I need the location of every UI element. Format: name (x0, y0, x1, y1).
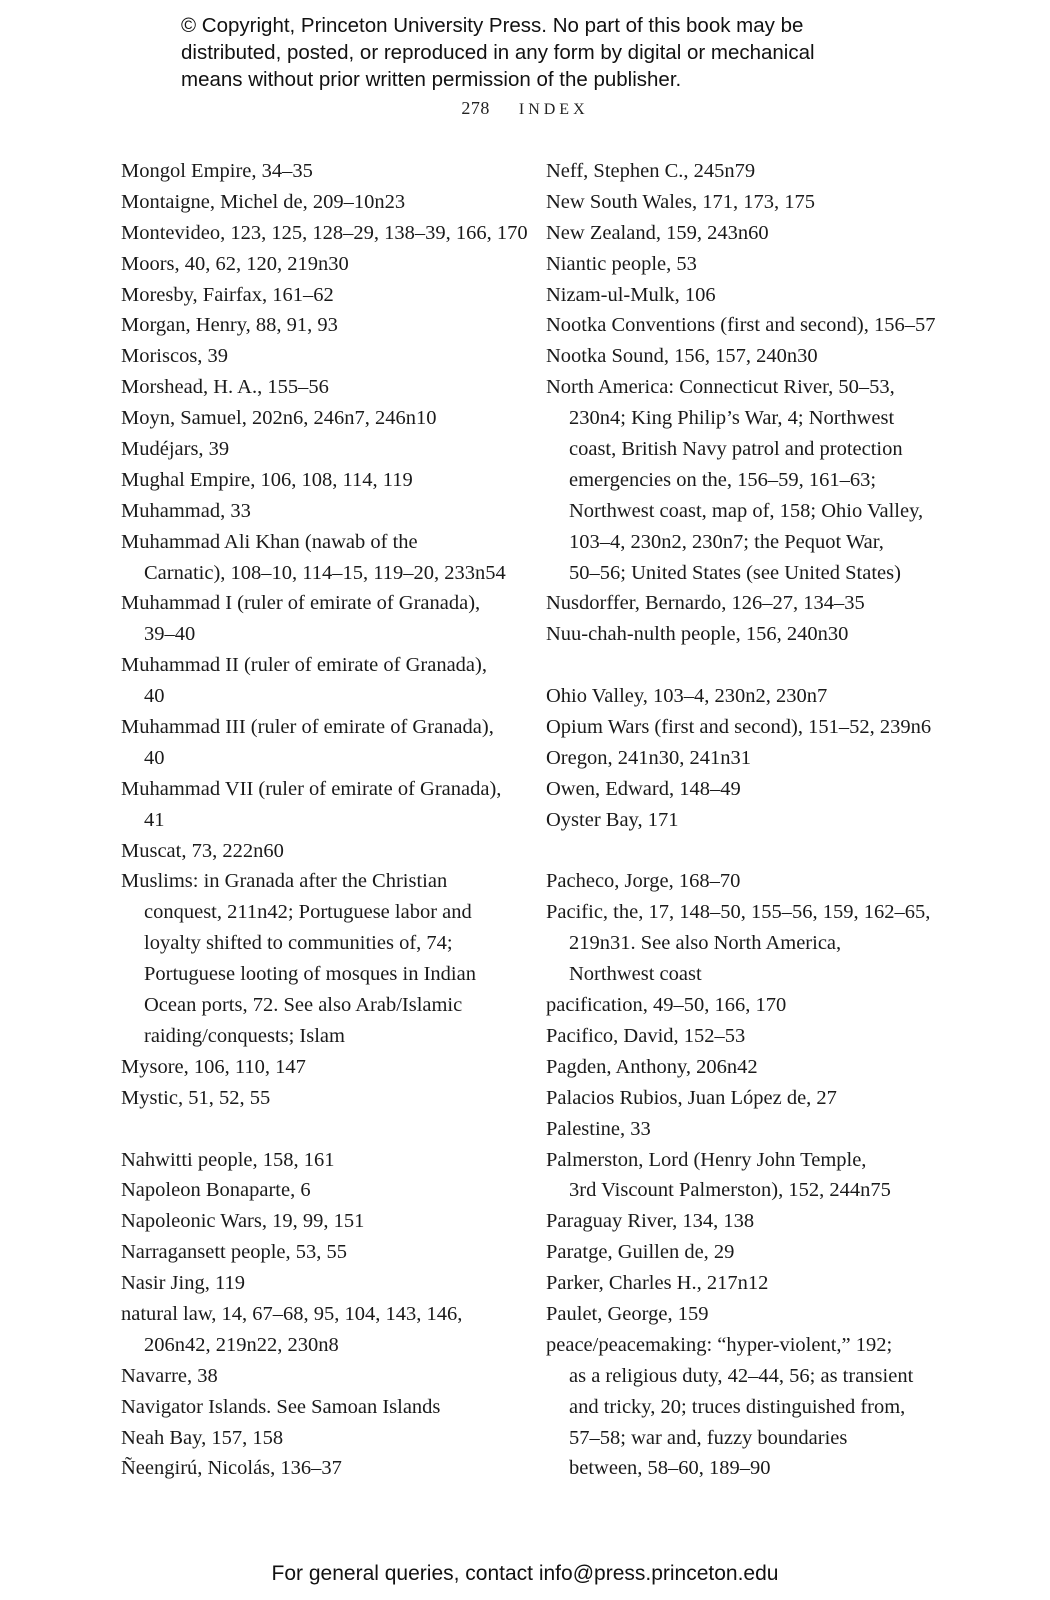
index-entry-line: Muhammad VII (ruler of emirate of Granada), (121, 777, 502, 800)
index-entry-line: Napoleon Bonaparte, 6 (121, 1179, 311, 1202)
copyright-line-2: distributed, posted, or reproduced in any form by digital or mechanical (181, 41, 815, 64)
index-entry (121, 1392, 521, 1423)
index-entry-continuation: 39–40 (144, 623, 196, 646)
copyright-line-3: means without prior written permission of the publisher. (181, 68, 682, 91)
index-entry (121, 372, 521, 403)
index-entry (121, 588, 521, 650)
letter-group-gap (546, 650, 936, 681)
index-entry-continuation: Ocean ports, 72. See also Arab/Islamic (144, 994, 463, 1017)
index-entry-continuation: conquest, 211n42; Portuguese labor and (144, 901, 472, 924)
index-entry (121, 280, 521, 311)
index-entry (121, 1145, 521, 1176)
index-column-left (121, 156, 528, 1484)
index-entry-continuation: as a religious duty, 42–44, 56; as transient (569, 1364, 914, 1387)
index-column-right (546, 156, 936, 1484)
index-entry (121, 1268, 521, 1299)
index-entry (121, 249, 521, 280)
index-entry (546, 187, 936, 218)
index-entry (121, 1083, 521, 1114)
index-entry-line: Nuu-chah-nulth people, 156, 240n30 (546, 623, 849, 646)
index-entry-line: Mudéjars, 39 (121, 438, 230, 461)
index-entry-line: Nootka Conventions (first and second), 156–57 (546, 314, 936, 337)
index-entry (546, 774, 936, 805)
index-entry-line: natural law, 14, 67–68, 95, 104, 143, 146, (121, 1302, 463, 1325)
index-entry-line: Pacifico, David, 152–53 (546, 1024, 746, 1047)
index-entry-continuation: loyalty shifted to communities of, 74; (144, 932, 453, 955)
index-entry (546, 156, 936, 187)
index-entry-line: Moyn, Samuel, 202n6, 246n7, 246n10 (121, 407, 437, 430)
index-entry (546, 990, 936, 1021)
index-entry-continuation: raiding/conquests; Islam (144, 1024, 345, 1047)
index-entry (546, 1114, 936, 1145)
index-entry-line: Parker, Charles H., 217n12 (546, 1272, 769, 1295)
index-entry (121, 1206, 521, 1237)
index-entry (546, 1330, 936, 1484)
index-entry (546, 218, 936, 249)
index-entry-line: Pacheco, Jorge, 168–70 (546, 870, 741, 893)
index-entry-line: Mongol Empire, 34–35 (121, 160, 313, 182)
index-entry-continuation: Northwest coast, map of, 158; Ohio Valley, (569, 499, 924, 522)
index-entry (121, 156, 521, 187)
copyright-notice (181, 12, 941, 93)
index-entry (546, 372, 936, 588)
index-entry-line: New Zealand, 159, 243n60 (546, 221, 769, 244)
index-entry-line: Oregon, 241n30, 241n31 (546, 746, 751, 769)
index-entry-line: Mughal Empire, 106, 108, 114, 119 (121, 468, 413, 491)
index-entry (121, 712, 521, 774)
page-number: 278 (461, 98, 490, 118)
index-entry-line: Oyster Bay, 171 (546, 808, 679, 831)
index-entry (546, 1021, 936, 1052)
index-entry (121, 836, 521, 867)
index-entry-line: Muhammad Ali Khan (nawab of the (121, 530, 418, 553)
index-entry (121, 1237, 521, 1268)
running-head (0, 98, 1050, 119)
index-entry (546, 341, 936, 372)
index-entry-line: Nasir Jing, 119 (121, 1272, 245, 1295)
index-entry-line: Ohio Valley, 103–4, 230n2, 230n7 (546, 685, 828, 708)
index-entry-line: Narragansett people, 53, 55 (121, 1241, 347, 1264)
index-entry-line: Neah Bay, 157, 158 (121, 1426, 284, 1449)
index-entry-line: Nahwitti people, 158, 161 (121, 1148, 335, 1171)
index-entry-line: Muhammad III (ruler of emirate of Granada), (121, 716, 494, 739)
index-entry-line: Muslims: in Granada after the Christian (121, 870, 448, 893)
index-entry-line: Mysore, 106, 110, 147 (121, 1055, 306, 1078)
index-entry-line: Muhammad, 33 (121, 499, 251, 522)
index-entry (546, 1083, 936, 1114)
index-entry-line: Navigator Islands. See Samoan Islands (121, 1395, 441, 1418)
index-entry-line: Nizam-ul-Mulk, 106 (546, 283, 716, 306)
index-entry-continuation: 3rd Viscount Palmerston), 152, 244n75 (569, 1179, 891, 1202)
index-entry-line: Niantic people, 53 (546, 252, 697, 275)
index-entry-continuation: 219n31. See also North America, (569, 932, 842, 955)
index-entry-line: Montevideo, 123, 125, 128–29, 138–39, 166, 170 (121, 221, 528, 244)
index-entry-continuation: Northwest coast (569, 963, 702, 986)
index-entry-continuation: between, 58–60, 189–90 (569, 1457, 771, 1480)
index-entry (121, 434, 521, 465)
index-entry-line: Moresby, Fairfax, 161–62 (121, 283, 334, 306)
index-entry-line: Paratge, Guillen de, 29 (546, 1241, 735, 1264)
index-entry-line: Owen, Edward, 148–49 (546, 777, 741, 800)
index-entry (121, 1423, 521, 1454)
index-entry (546, 866, 936, 897)
section-title: INDEX (518, 101, 589, 118)
index-entry-line: Paulet, George, 159 (546, 1302, 709, 1325)
index-entry-line: Palmerston, Lord (Henry John Temple, (546, 1148, 867, 1171)
letter-group-gap (546, 836, 936, 867)
index-entry-line: Opium Wars (first and second), 151–52, 239n6 (546, 716, 932, 739)
index-entry (121, 650, 521, 712)
index-entry (546, 588, 936, 619)
index-entry (121, 866, 521, 1051)
index-entry-continuation: coast, British Navy patrol and protection (569, 438, 903, 461)
index-entry-continuation: 40 (144, 746, 165, 769)
index-entry-line: peace/peacemaking: “hyper-violent,” 192; (546, 1333, 893, 1356)
index-entry (546, 1052, 936, 1083)
index-entry (546, 280, 936, 311)
index-entry-line: Pagden, Anthony, 206n42 (546, 1055, 758, 1078)
index-entry (121, 527, 521, 589)
index-entry-line: Muscat, 73, 222n60 (121, 839, 284, 862)
index-entry-continuation: emergencies on the, 156–59, 161–63; (569, 468, 877, 491)
index-entry-continuation: Carnatic), 108–10, 114–15, 119–20, 233n54 (144, 561, 506, 584)
index-entry (121, 341, 521, 372)
index-entry (546, 743, 936, 774)
index-entry (546, 1237, 936, 1268)
index-entry-line: Ñeengirú, Nicolás, 136–37 (121, 1457, 342, 1480)
index-entry-continuation: 230n4; King Philip’s War, 4; Northwest (569, 407, 895, 430)
index-entry-line: Nusdorffer, Bernardo, 126–27, 134–35 (546, 592, 865, 615)
footer-contact: For general queries, contact info@press.princeton.edu (271, 1562, 779, 1585)
index-entry-continuation: 50–56; United States (see United States) (569, 561, 901, 584)
index-entry-line: Morgan, Henry, 88, 91, 93 (121, 314, 338, 337)
index-entry-line: Muhammad I (ruler of emirate of Granada), (121, 592, 481, 615)
index-entry-line: pacification, 49–50, 166, 170 (546, 994, 787, 1017)
index-entry (121, 1299, 521, 1361)
index-entry (546, 1268, 936, 1299)
index-entry-line: Napoleonic Wars, 19, 99, 151 (121, 1210, 365, 1233)
index-entry-continuation: 40 (144, 685, 165, 708)
index-entry-line: Palacios Rubios, Juan López de, 27 (546, 1086, 837, 1109)
index-entry-line: North America: Connecticut River, 50–53, (546, 376, 895, 399)
index-entry-line: Nootka Sound, 156, 157, 240n30 (546, 345, 818, 368)
index-entry-continuation: and tricky, 20; truces distinguished from, (569, 1395, 906, 1418)
index-entry (546, 619, 936, 650)
index-entry (121, 465, 521, 496)
index-entry (121, 1453, 521, 1484)
index-entry-line: Montaigne, Michel de, 209–10n23 (121, 190, 406, 213)
index-entry (546, 805, 936, 836)
index-entry (546, 681, 936, 712)
index-entry-line: Neff, Stephen C., 245n79 (546, 160, 756, 182)
index-entry-line: Paraguay River, 134, 138 (546, 1210, 755, 1233)
index-entry (121, 310, 521, 341)
index-entry (121, 403, 521, 434)
index-entry-line: Palestine, 33 (546, 1117, 651, 1140)
index-entry (121, 496, 521, 527)
index-entry (121, 1361, 521, 1392)
index-entry-continuation: 206n42, 219n22, 230n8 (144, 1333, 339, 1356)
letter-group-gap (121, 1114, 521, 1145)
index-entry-continuation: Portuguese looting of mosques in Indian (144, 963, 476, 986)
index-entry-line: Navarre, 38 (121, 1364, 218, 1387)
index-entry-line: Moors, 40, 62, 120, 219n30 (121, 252, 349, 275)
index-entry (546, 897, 936, 990)
index-entry-line: Muhammad II (ruler of emirate of Granada), (121, 654, 487, 677)
index-entry (121, 218, 528, 249)
index-entry (546, 712, 936, 743)
index-entry (121, 187, 521, 218)
index-entry-continuation: 103–4, 230n2, 230n7; the Pequot War, (569, 530, 884, 553)
index-entry-line: Mystic, 51, 52, 55 (121, 1086, 271, 1109)
index-entry (546, 249, 936, 280)
copyright-line-1: © Copyright, Princeton University Press. No part of this book may be (181, 14, 804, 37)
index-entry-line: Pacific, the, 17, 148–50, 155–56, 159, 162–65, (546, 901, 931, 924)
index-entry (121, 1175, 521, 1206)
index-entry (546, 1299, 936, 1330)
index-entry (546, 1206, 936, 1237)
index-entry (121, 774, 521, 836)
index-entry-line: New South Wales, 171, 173, 175 (546, 190, 816, 213)
index-entry (121, 1052, 521, 1083)
index-entry-line: Morshead, H. A., 155–56 (121, 376, 329, 399)
index-entry-continuation: 57–58; war and, fuzzy boundaries (569, 1426, 848, 1449)
index-entry-line: Moriscos, 39 (121, 345, 229, 368)
index-entry (546, 1145, 936, 1207)
index-entry-continuation: 41 (144, 808, 165, 831)
index-entry (546, 310, 936, 341)
